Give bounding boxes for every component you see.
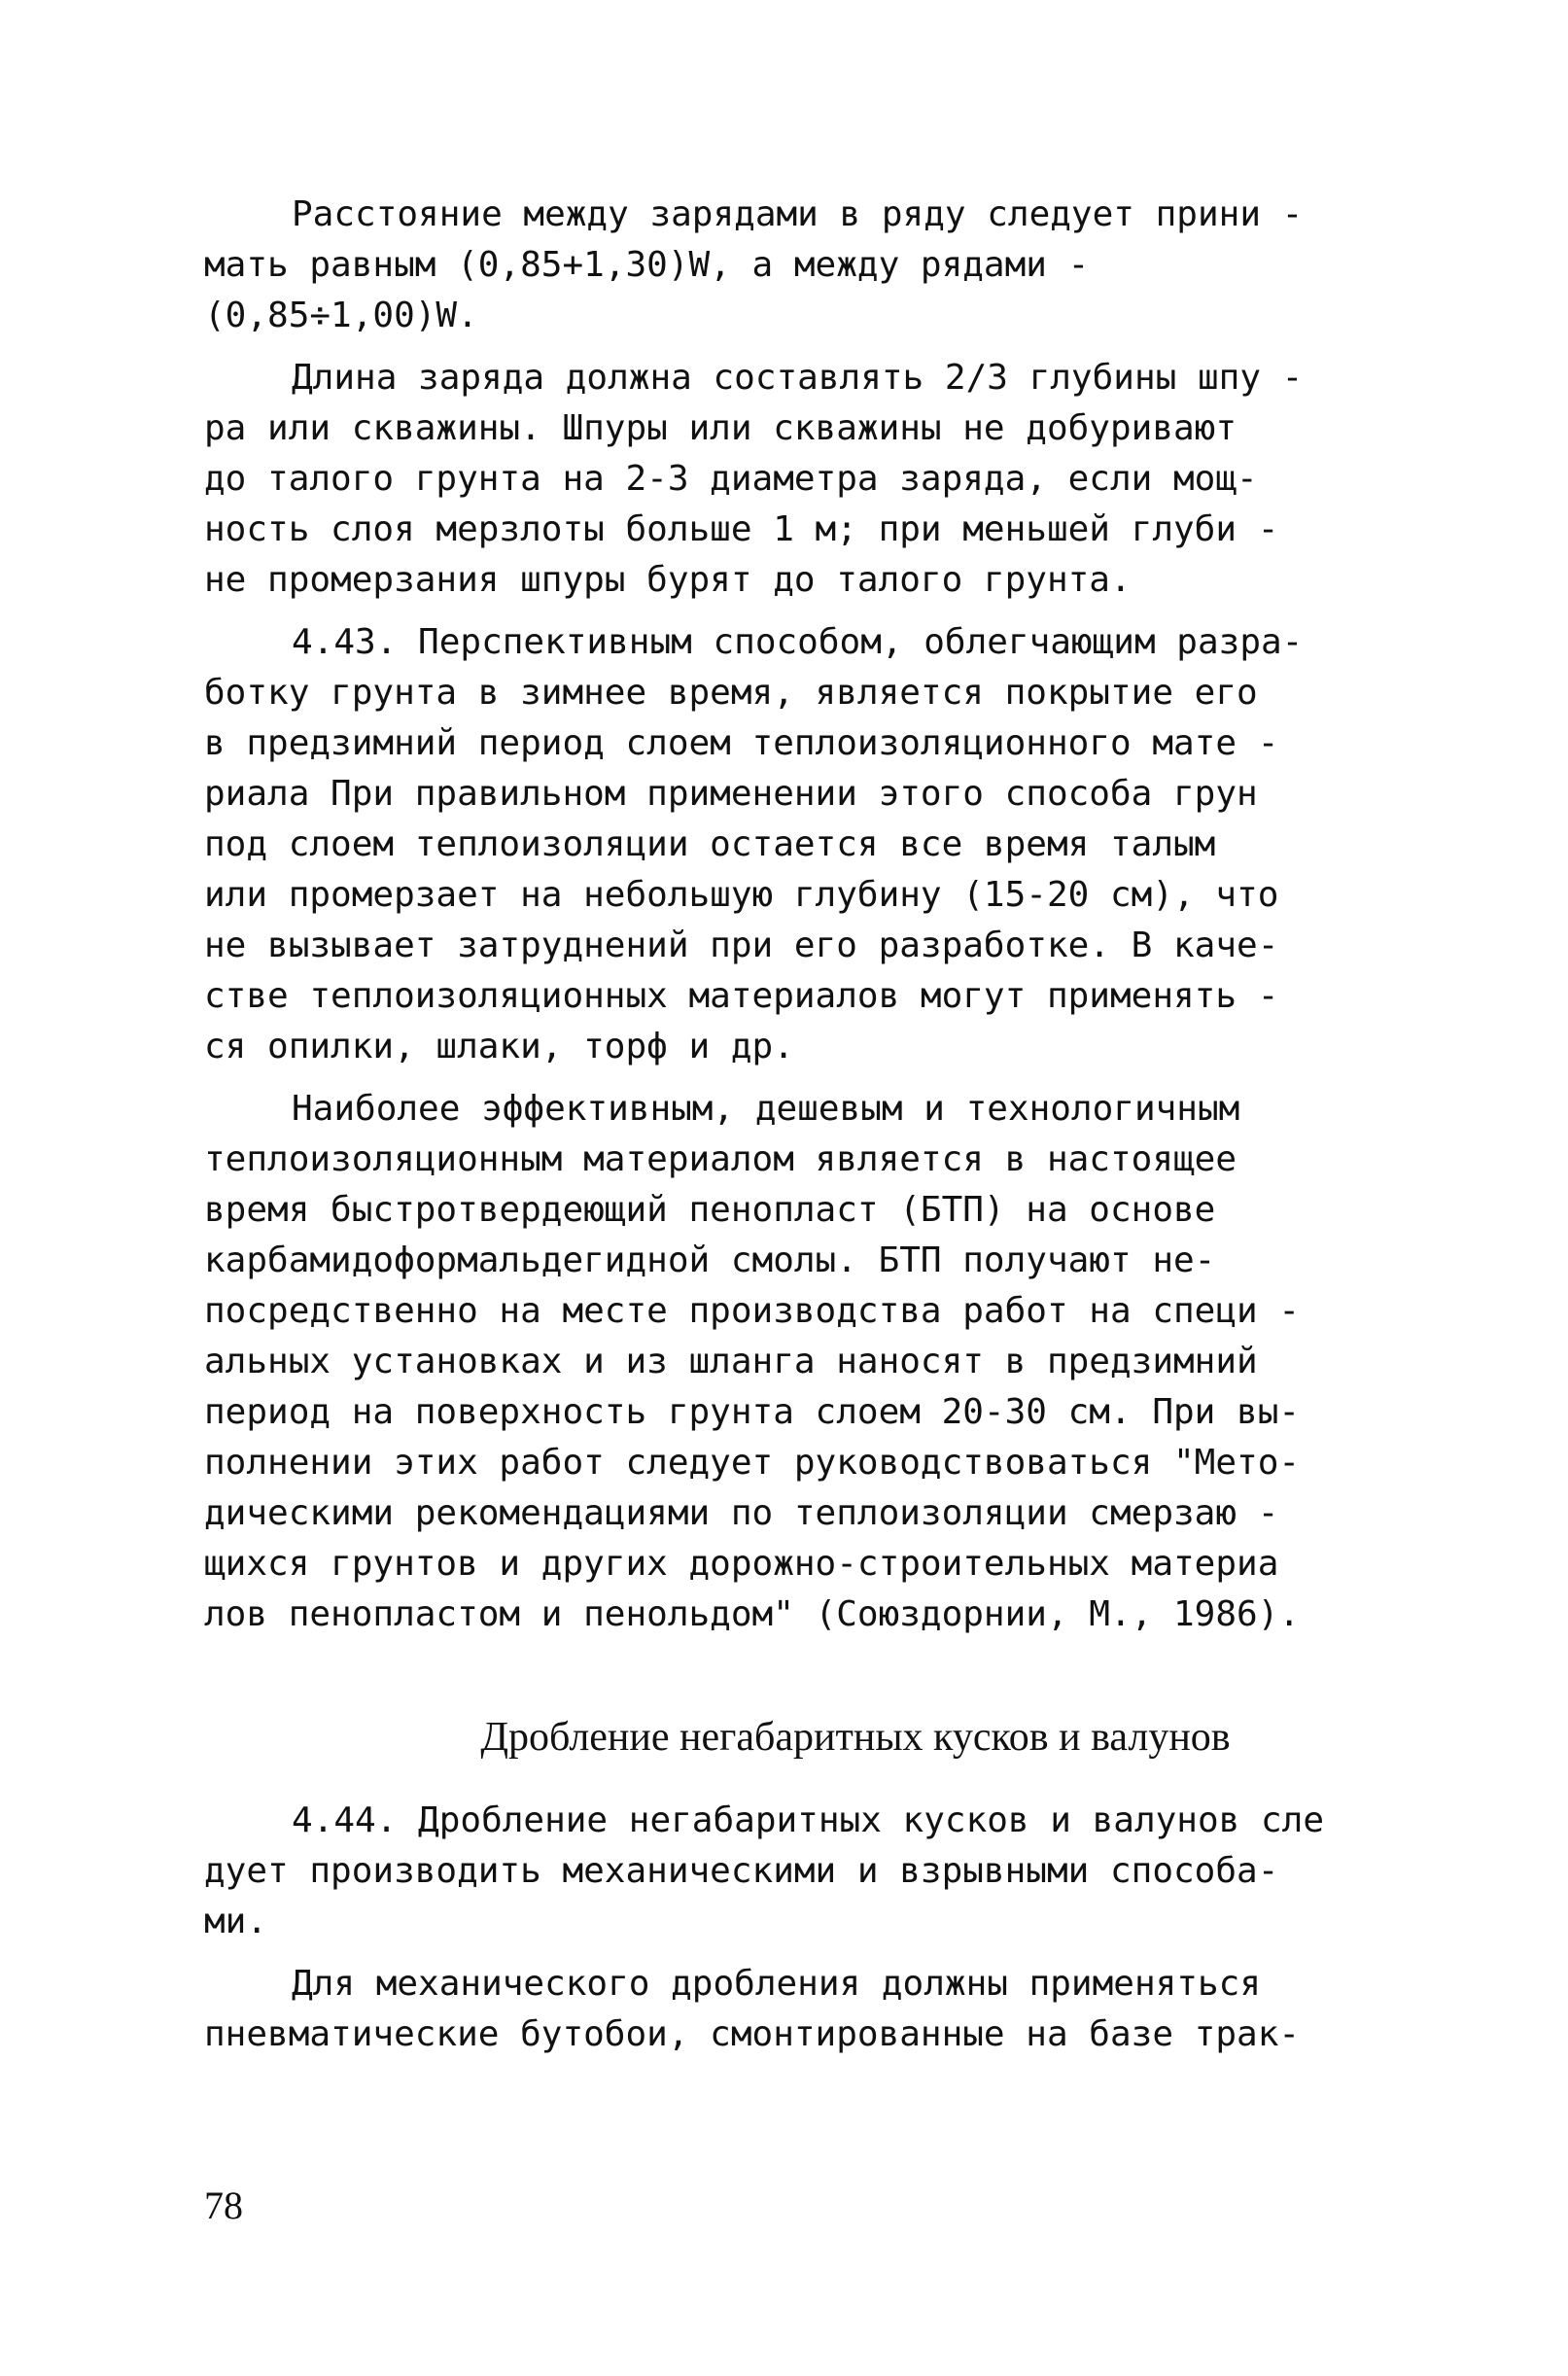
text-line: время быстротвердеющий пенопласт (БТП) на основе	[204, 1190, 1216, 1230]
text-line: период на поверхность грунта слоем 20-30 см. При вы-	[204, 1392, 1301, 1432]
text-line: щихся грунтов и других дорожно-строительных материа	[204, 1544, 1279, 1584]
paragraph	[204, 617, 1507, 1072]
paragraph	[204, 190, 1507, 341]
text-line: Для механического дробления должны применяться	[292, 1964, 1261, 2004]
page-number: 78	[204, 2184, 243, 2227]
text-line: Расстояние между зарядами в ряду следует прини -	[292, 194, 1304, 234]
text-line: посредственно на месте производства работ на специ -	[204, 1291, 1301, 1331]
text-line: (0,85÷1,00)W.	[204, 296, 478, 335]
text-line: Длина заряда должна составлять 2/3 глубины шпу -	[292, 358, 1304, 398]
text-line: риала При правильном применении этого способа грун	[204, 774, 1258, 814]
text-line: 4.44. Дробление негабаритных кусков и валунов сле	[292, 1800, 1325, 1840]
text-line: карбамидоформальдегидной смолы. БТП получают не-	[204, 1240, 1216, 1280]
text-line: не вызывает затруднений при его разработке. В каче-	[204, 926, 1279, 965]
paragraph	[204, 1959, 1507, 2060]
text-line: дует производить механическими и взрывными способа-	[204, 1851, 1279, 1891]
text-line: ми.	[204, 1902, 268, 1941]
text-line: ность слоя мерзлоты больше 1 м; при меньшей глуби -	[204, 509, 1279, 549]
document-page	[204, 190, 1507, 2072]
text-line: не промерзания шпуры бурят до талого грунта.	[204, 560, 1132, 600]
text-line: 4.43. Перспективным способом, облегчающим разра-	[292, 622, 1304, 662]
text-line: теплоизоляционным материалом является в настоящее	[204, 1139, 1237, 1179]
text-line: пневматические бутобои, смонтированные на базе трак-	[204, 2014, 1301, 2054]
text-line: в предзимний период слоем теплоизоляционного мате -	[204, 723, 1279, 763]
text-line: до талого грунта на 2-3 диаметра заряда, если мощ-	[204, 459, 1258, 499]
paragraph	[204, 1796, 1507, 1947]
text-line: мать равным (0,85+1,30)W, а между рядами -	[204, 245, 1090, 285]
text-line: под слоем теплоизоляции остается все время талым	[204, 824, 1216, 864]
text-line: ботку грунта в зимнее время, является покрытие его	[204, 673, 1258, 713]
section-heading: Дробление негабаритных кусков и валунов	[480, 1715, 1231, 1760]
text-line: стве теплоизоляционных материалов могут применять -	[204, 976, 1279, 1016]
paragraph	[204, 353, 1507, 606]
text-line: или промерзает на небольшую глубину (15-20 см), что	[204, 875, 1279, 915]
text-line: лов пенопластом и пенольдом" (Союздорнии, М., 1986).	[204, 1594, 1301, 1634]
text-line: ра или скважины. Шпуры или скважины не добуривают	[204, 408, 1237, 448]
paragraph	[204, 1084, 1507, 1640]
text-line: дическими рекомендациями по теплоизоляции смерзаю -	[204, 1493, 1279, 1533]
text-line: Наиболее эффективным, дешевым и технологичным	[292, 1089, 1240, 1129]
text-line: полнении этих работ следует руководствоваться "Мето-	[204, 1443, 1301, 1483]
text-line: ся опилки, шлаки, торф и др.	[204, 1027, 794, 1066]
text-line: альных установках и из шланга наносят в предзимний	[204, 1342, 1258, 1381]
